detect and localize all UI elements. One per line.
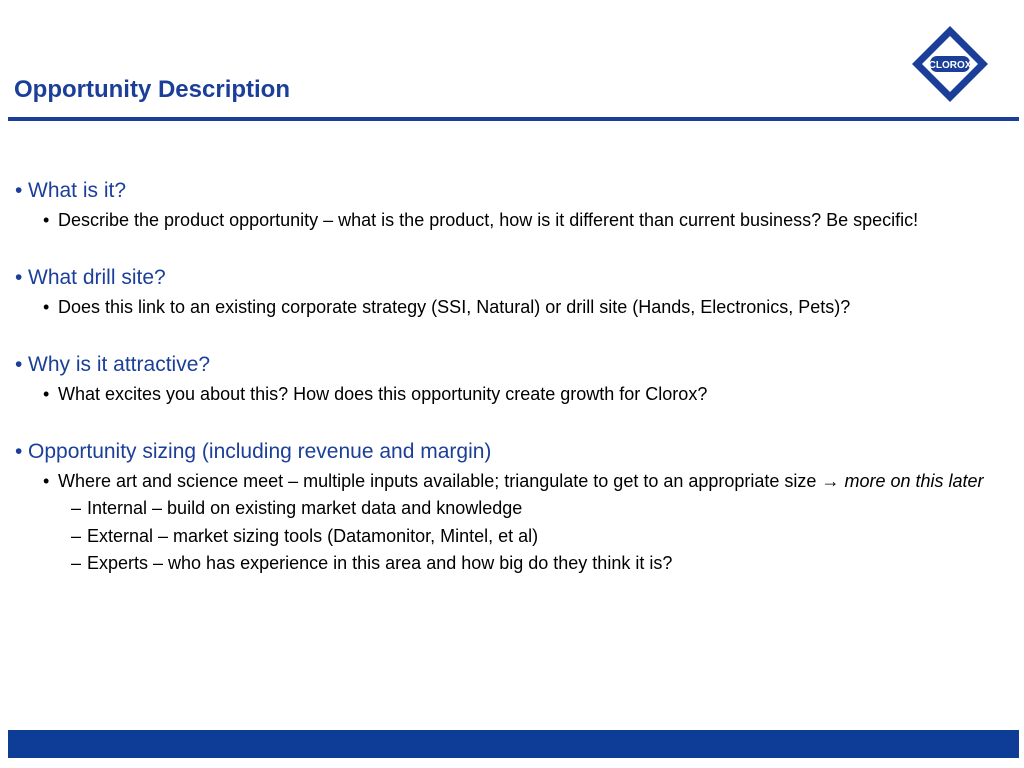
sub-sub-bullet-text: External – market sizing tools (Datamonitor, Mintel, et al) [87, 525, 539, 546]
logo-text: CLOROX [928, 60, 972, 71]
section-heading-text: Why is it attractive? [28, 353, 211, 376]
sub-sub-bullet-text: Internal – build on existing market data and knowledge [87, 498, 523, 518]
sub-bullet [15, 380, 1015, 408]
bullet-icon: • [15, 179, 23, 202]
sub-sub-bullet [15, 523, 1015, 551]
title-divider [8, 117, 1019, 121]
section-heading [15, 352, 1015, 378]
section-heading [15, 265, 1015, 291]
arrow-right-icon: → [821, 471, 840, 491]
page-title: Opportunity Description [14, 76, 290, 103]
slide-body [15, 178, 1015, 578]
sub-bullet-text: Where art and science meet – multiple inputs available; triangulate to get to an appropriate size [58, 471, 817, 491]
bullet-icon: • [15, 353, 23, 376]
emphasis-text: more on this later [844, 471, 984, 491]
section-heading-text: What is it? [28, 179, 127, 202]
bullet-icon: • [15, 440, 23, 463]
bullet-icon: • [43, 210, 50, 230]
sub-bullet [15, 467, 1015, 495]
sub-bullet-text: Describe the product opportunity – what is the product, how is it different than current business? Be specific! [58, 210, 919, 230]
section-heading [15, 178, 1015, 204]
bullet-icon: • [43, 471, 50, 491]
bullet-icon: • [43, 297, 50, 317]
footer-bar [8, 730, 1019, 758]
dash-icon: – [71, 553, 82, 573]
sub-sub-bullet [15, 550, 1015, 578]
dash-icon: – [71, 498, 82, 518]
sub-bullet-text: Does this link to an existing corporate strategy (SSI, Natural) or drill site (Hands, Electronics, Pets)? [58, 297, 851, 317]
sub-bullet [15, 293, 1015, 321]
sub-bullet-text: What excites you about this? How does this opportunity create growth for Clorox? [58, 384, 708, 404]
sub-sub-bullet-text: Experts – who has experience in this area and how big do they think it is? [87, 553, 673, 573]
dash-icon: – [71, 525, 82, 546]
section-heading-text: What drill site? [28, 266, 166, 289]
clorox-logo [910, 24, 990, 104]
bullet-icon: • [43, 384, 50, 404]
bullet-icon: • [15, 266, 23, 289]
sub-bullet [15, 206, 1015, 234]
sub-sub-bullet [15, 495, 1015, 523]
section-heading-text: Opportunity sizing (including revenue and margin) [28, 440, 492, 463]
section-heading [15, 439, 1015, 465]
